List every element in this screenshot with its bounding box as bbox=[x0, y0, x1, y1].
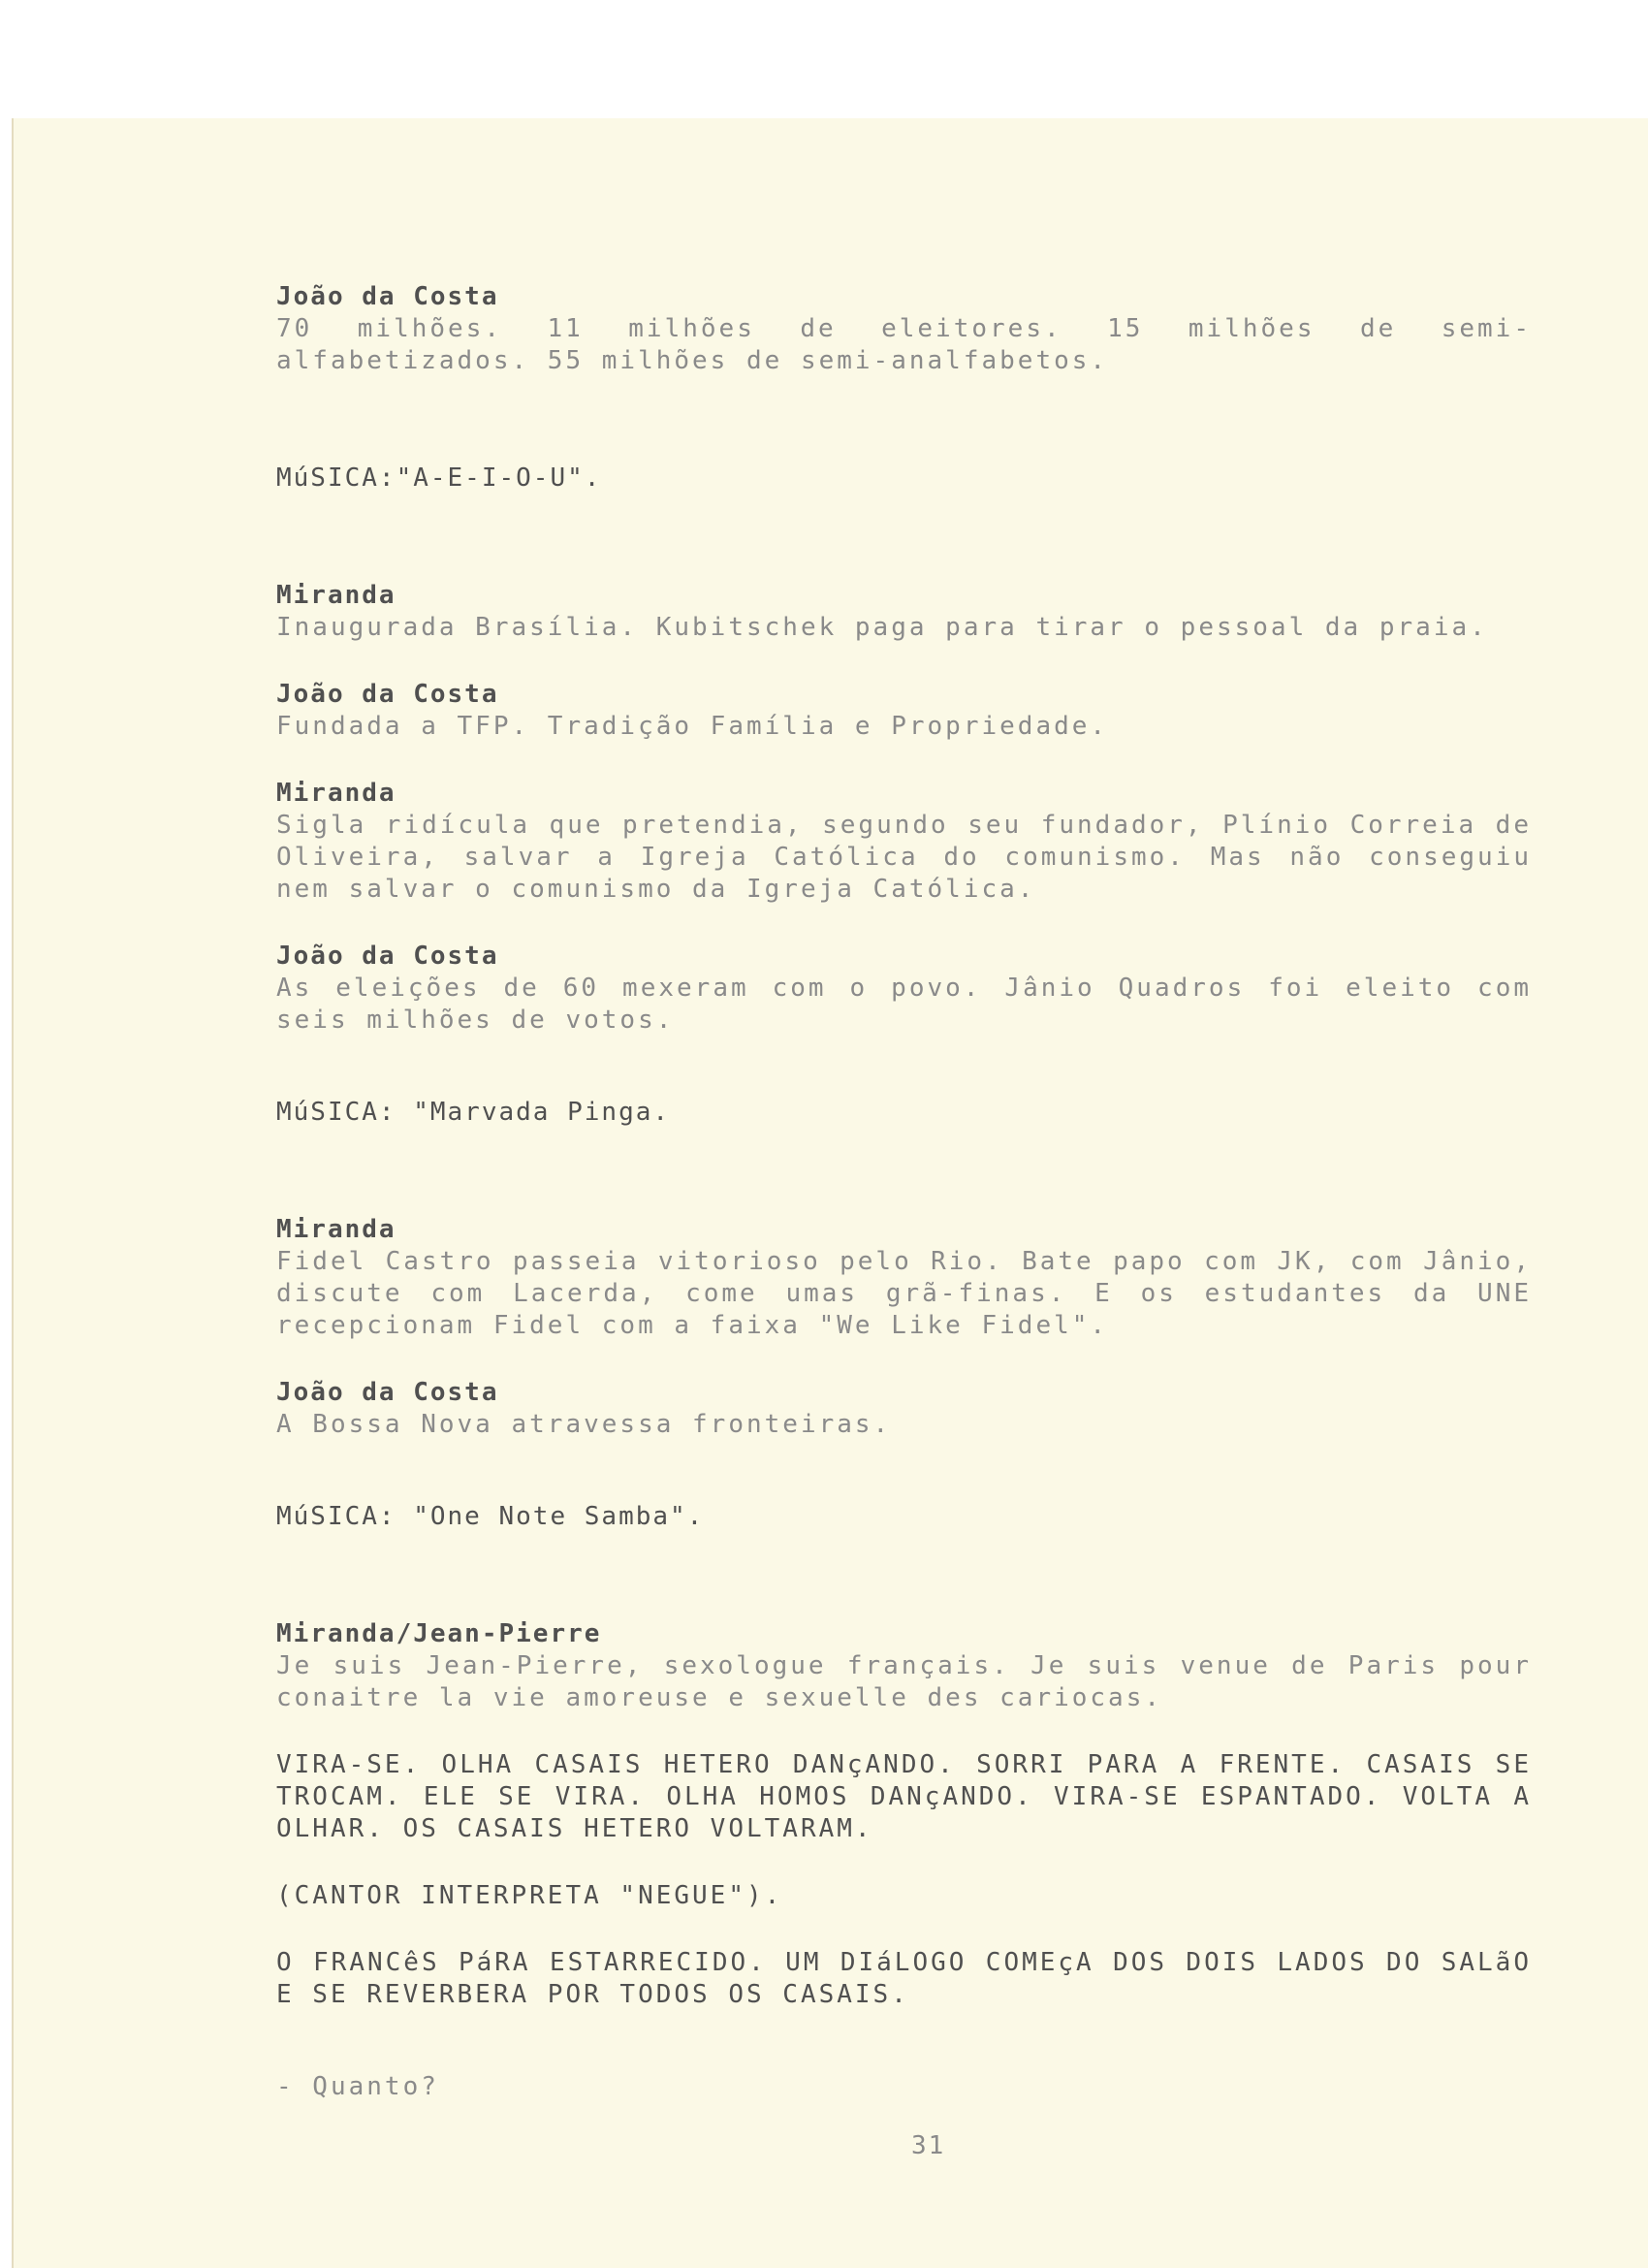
speaker-name: João da Costa bbox=[276, 942, 499, 971]
dialogue-block bbox=[276, 941, 1532, 1037]
stage-direction bbox=[276, 1749, 1532, 1845]
dialogue-block bbox=[276, 1214, 1532, 1342]
dialogue-block bbox=[276, 1377, 1532, 1441]
dialogue-block bbox=[276, 281, 1532, 377]
scan-top-margin bbox=[0, 0, 1648, 118]
script-body bbox=[276, 281, 1532, 2103]
dialogue-line-text: - Quanto? bbox=[276, 2072, 439, 2101]
stage-direction-text: (CANTOR INTERPRETA "NEGUE"). bbox=[276, 1881, 783, 1910]
stage-direction bbox=[276, 1947, 1532, 2011]
speaker-name: Miranda bbox=[276, 581, 396, 610]
music-cue bbox=[276, 1501, 1532, 1533]
stage-direction-text: O FRANCêS PáRA ESTARRECIDO. UM DIáLOGO COMEçA DOS DOIS LADOS DO SALãO E SE REVERBERA POR TODOS OS CASAIS. bbox=[276, 1948, 1532, 2009]
speech-text: 70 milhões. 11 milhões de eleitores. 15 milhões de semi-alfabetizados. 55 milhões de semi-analfabetos. bbox=[276, 314, 1532, 375]
music-cue-text: MúSICA: "Marvada Pinga. bbox=[276, 1098, 671, 1127]
page-number: 31 bbox=[911, 2131, 946, 2160]
speaker-name: João da Costa bbox=[276, 1378, 499, 1407]
music-cue-text: MúSICA:"A-E-I-O-U". bbox=[276, 463, 602, 493]
music-cue bbox=[276, 1097, 1532, 1129]
dialogue-block bbox=[276, 1618, 1532, 1714]
speech-text: Je suis Jean-Pierre, sexologue français. Je suis venue de Paris pour conaitre la vie amoreuse e sexuelle des cariocas. bbox=[276, 1651, 1532, 1712]
stage-direction bbox=[276, 1880, 1532, 1912]
speech-text: A Bossa Nova atravessa fronteiras. bbox=[276, 1410, 892, 1439]
speaker-name: João da Costa bbox=[276, 282, 499, 311]
dialogue-line bbox=[276, 2071, 1532, 2103]
music-cue bbox=[276, 463, 1532, 495]
speaker-name: Miranda/Jean-Pierre bbox=[276, 1619, 602, 1648]
speaker-name: Miranda bbox=[276, 1215, 396, 1244]
stage-direction-text: VIRA-SE. OLHA CASAIS HETERO DANçANDO. SORRI PARA A FRENTE. CASAIS SE TROCAM. ELE SE VIRA. OLHA HOMOS DANçANDO. VIRA-SE ESPANTADO. VOLTA A OLHAR. OS CASAIS HETERO VOLTARAM. bbox=[276, 1750, 1532, 1843]
speech-text: As eleições de 60 mexeram com o povo. Jânio Quadros foi eleito com seis milhões de votos. bbox=[276, 974, 1532, 1035]
speaker-name: Miranda bbox=[276, 779, 396, 808]
speaker-name: João da Costa bbox=[276, 680, 499, 709]
dialogue-block bbox=[276, 679, 1532, 743]
speech-text: Sigla ridícula que pretendia, segundo seu fundador, Plínio Correia de Oliveira, salvar a Igreja Católica do comunismo. Mas não conseguiu nem salvar o comunismo da Igreja Católica. bbox=[276, 811, 1532, 904]
dialogue-block bbox=[276, 580, 1532, 644]
dialogue-block bbox=[276, 778, 1532, 906]
music-cue-text: MúSICA: "One Note Samba". bbox=[276, 1502, 705, 1531]
speech-text: Inaugurada Brasília. Kubitschek paga para tirar o pessoal da praia. bbox=[276, 613, 1488, 642]
speech-text: Fundada a TFP. Tradição Família e Propriedade. bbox=[276, 712, 1109, 741]
speech-text: Fidel Castro passeia vitorioso pelo Rio. Bate papo com JK, com Jânio, discute com Lacerda, come umas grã-finas. E os estudantes da UNE recepcionam Fidel com a faixa "We Like Fidel". bbox=[276, 1247, 1532, 1340]
